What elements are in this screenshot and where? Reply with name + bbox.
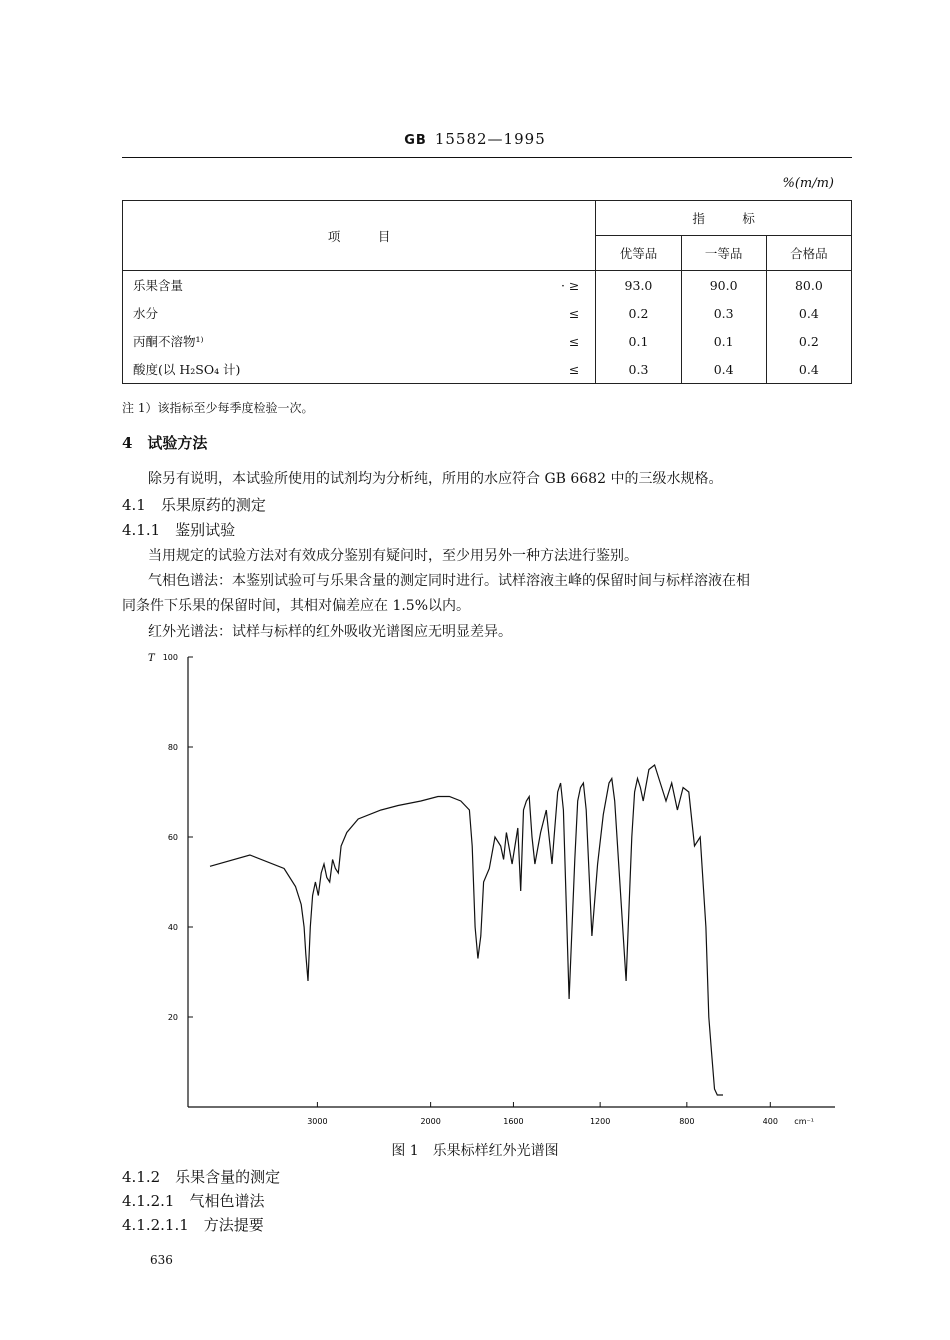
x-tick-label: 3000 xyxy=(307,1117,328,1126)
table-row xyxy=(123,271,852,300)
page-number: 636 xyxy=(150,1253,173,1267)
row-operator: ≤ xyxy=(488,327,596,355)
row-value: 0.3 xyxy=(681,299,766,327)
y-tick-label: 20 xyxy=(167,1013,178,1022)
section-4-paragraph: 除另有说明，本试验所使用的试剂均为分析纯，所用的水应符合 GB 6682 中的三级水规格。 xyxy=(148,471,723,487)
row-value: 0.1 xyxy=(681,327,766,355)
x-axis-unit: cm⁻¹ xyxy=(794,1117,814,1126)
y-axis-label: T xyxy=(148,653,155,664)
spec-table xyxy=(122,200,852,384)
row-item: 水分 xyxy=(123,299,488,327)
table-note: 注 1）该指标至少每季度检验一次。 xyxy=(122,401,314,415)
row-operator: · ≥ xyxy=(488,271,596,300)
header-prefix: GB xyxy=(404,133,427,148)
y-tick-label: 40 xyxy=(167,923,178,932)
grade-header: 合格品 xyxy=(766,236,851,271)
row-operator: ≤ xyxy=(488,355,596,384)
figure-caption: 图 1 乐果标样红外光谱图 xyxy=(391,1143,559,1159)
ir-spectrum-chart xyxy=(140,645,840,1135)
paragraph-2b: 同条件下乐果的保留时间，其相对偏差应在 1.5%以内。 xyxy=(122,598,471,614)
table-row xyxy=(123,299,852,327)
row-value: 0.3 xyxy=(596,355,681,384)
col-item-header: 项 目 xyxy=(123,201,596,271)
x-tick-label: 400 xyxy=(762,1117,778,1126)
row-value: 0.4 xyxy=(766,299,851,327)
header-rule xyxy=(122,157,852,158)
section-4-1-2-1-heading: 4.1.2.1 气相色谱法 xyxy=(122,1192,265,1210)
row-operator: ≤ xyxy=(488,299,596,327)
page-header xyxy=(0,130,950,148)
row-value: 0.4 xyxy=(681,355,766,384)
row-value: 0.2 xyxy=(596,299,681,327)
paragraph-2a: 气相色谱法：本鉴别试验可与乐果含量的测定同时进行。试样溶液主峰的保留时间与标样溶液在相 xyxy=(148,573,750,589)
section-4-1-1-heading: 4.1.1 鉴别试验 xyxy=(122,521,236,539)
spectrum-line xyxy=(210,765,723,1095)
header-code: 15582—1995 xyxy=(434,130,546,148)
x-tick-label: 1600 xyxy=(503,1117,524,1126)
table-unit: %(m/m) xyxy=(782,176,834,191)
section-4-1-heading: 4.1 乐果原药的测定 xyxy=(122,496,266,514)
row-value: 90.0 xyxy=(681,271,766,300)
row-value: 93.0 xyxy=(596,271,681,300)
paragraph-3: 红外光谱法：试样与标样的红外吸收光谱图应无明显差异。 xyxy=(148,624,512,640)
x-tick-label: 800 xyxy=(679,1117,695,1126)
table-row xyxy=(123,327,852,355)
row-value: 80.0 xyxy=(766,271,851,300)
x-tick-label: 2000 xyxy=(420,1117,441,1126)
y-tick-label: 80 xyxy=(167,743,178,752)
section-4-1-2-heading: 4.1.2 乐果含量的测定 xyxy=(122,1168,281,1186)
grade-header: 优等品 xyxy=(596,236,681,271)
table-row xyxy=(123,355,852,384)
row-item: 酸度(以 H₂SO₄ 计) xyxy=(123,355,488,384)
row-value: 0.4 xyxy=(766,355,851,384)
row-value: 0.2 xyxy=(766,327,851,355)
col-group-header: 指 标 xyxy=(596,201,852,236)
section-4-title: 4 试验方法 xyxy=(122,434,208,452)
grade-header: 一等品 xyxy=(681,236,766,271)
y-tick-label: 60 xyxy=(167,833,178,842)
y-tick-label: 100 xyxy=(162,653,178,662)
row-item: 乐果含量 xyxy=(123,271,488,300)
paragraph-1: 当用规定的试验方法对有效成分鉴别有疑问时，至少用另外一种方法进行鉴别。 xyxy=(148,548,638,564)
x-tick-label: 1200 xyxy=(589,1117,611,1126)
section-4-1-2-1-1-heading: 4.1.2.1.1 方法提要 xyxy=(122,1216,264,1234)
row-item: 丙酮不溶物¹⁾ xyxy=(123,327,488,355)
row-value: 0.1 xyxy=(596,327,681,355)
